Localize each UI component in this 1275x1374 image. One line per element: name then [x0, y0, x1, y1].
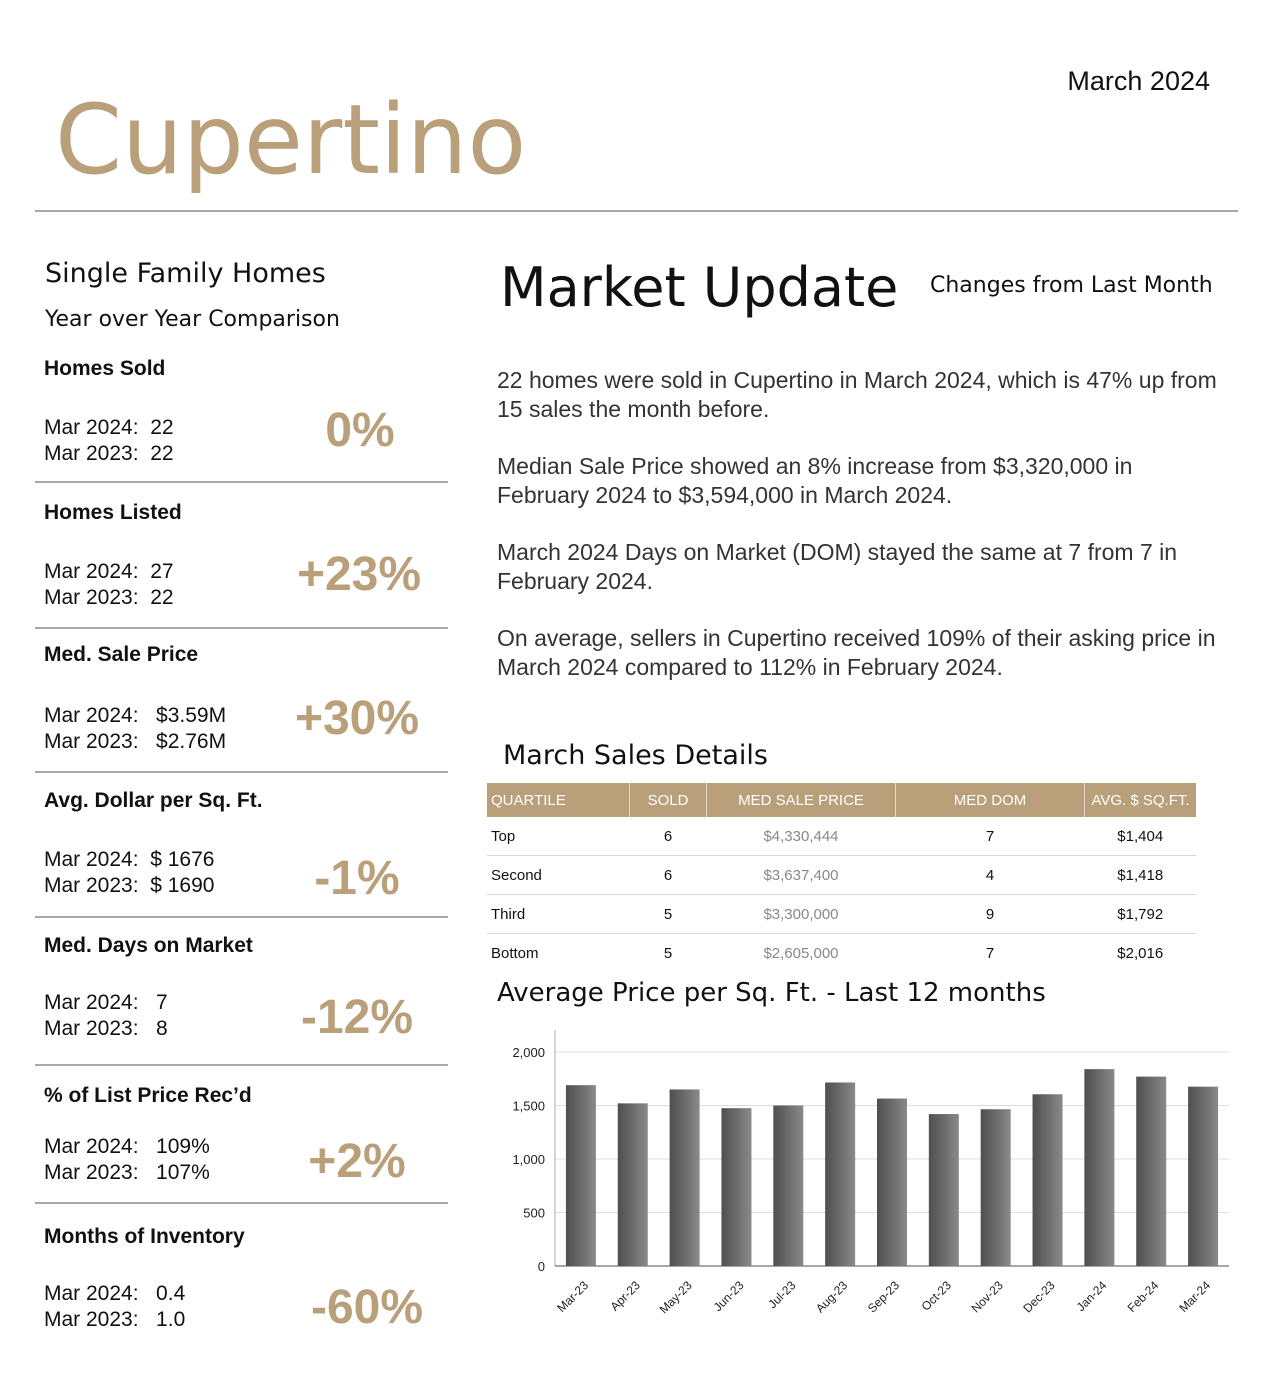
bar-oct-23 [929, 1114, 959, 1266]
x-tick-label: Dec-23 [1020, 1278, 1058, 1316]
cell-med-dom: 7 [896, 817, 1085, 856]
x-tick-label: Mar-23 [554, 1278, 592, 1316]
bar-jun-23 [721, 1108, 751, 1266]
metric-divider [35, 627, 448, 629]
column-header: QUARTILE [487, 783, 630, 817]
cell-sold: 5 [663, 944, 673, 962]
x-tick-label: May-23 [656, 1278, 695, 1317]
bar-apr-23 [618, 1103, 648, 1266]
metric-divider [35, 1202, 448, 1204]
y-tick-label: 1,500 [512, 1098, 545, 1114]
cell-med-sale-price: $2,605,000 [763, 944, 839, 962]
metric-title: Homes Listed [44, 501, 182, 524]
y-tick-label: 2,000 [512, 1045, 545, 1060]
metric-current: Mar 2024: 0.4 [44, 1282, 186, 1305]
metric-change: +30% [294, 692, 420, 745]
bar-mar-24 [1188, 1087, 1218, 1266]
column-header: MED SALE PRICE [707, 783, 896, 817]
market-update-title: Market Update [500, 256, 899, 319]
cell-sold: 6 [630, 817, 707, 856]
cell-avg-sqft: $2,016 [1117, 944, 1164, 962]
metric-title: Avg. Dollar per Sq. Ft. [44, 789, 263, 812]
bar-nov-23 [981, 1109, 1011, 1266]
bar-jan-24 [1084, 1069, 1114, 1266]
summary-paragraph: 22 homes were sold in Cupertino in March 2024, which is 47% up from 15 sales the month before. [497, 367, 1217, 422]
column-header: AVG. $ SQ.FT. [1085, 783, 1197, 817]
left-heading: Single Family Homes [45, 258, 326, 289]
bar-sep-23 [877, 1099, 907, 1266]
chart-title: Average Price per Sq. Ft. - Last 12 months [497, 978, 1046, 1008]
cell-avg-sqft: $1,792 [1085, 895, 1197, 934]
metric-previous: Mar 2023: 1.0 [44, 1308, 186, 1331]
metric-change: 0% [325, 404, 395, 457]
metric-divider [35, 481, 448, 483]
table-row [487, 934, 1196, 973]
x-tick-label: Feb-24 [1124, 1278, 1162, 1316]
y-tick-label: 0 [537, 1259, 545, 1274]
metric-current: Mar 2024: 7 [44, 991, 168, 1014]
sales-details-table [487, 783, 1196, 972]
metric-title: Med. Sale Price [44, 643, 199, 666]
cell-quartile: Top [487, 817, 630, 856]
metric-current: Mar 2024: 109% [44, 1135, 210, 1158]
metric-current: Mar 2024: $ 1676 [44, 848, 215, 871]
metric-previous: Mar 2023: 8 [44, 1017, 168, 1040]
y-tick-label: 500 [523, 1205, 545, 1221]
metric-title: % of List Price Rec’d [44, 1084, 252, 1107]
price-per-sqft-chart [487, 1020, 1247, 1350]
cell-quartile: Second [487, 856, 630, 895]
cell-quartile: Third [487, 895, 630, 934]
cell-sold: 5 [630, 895, 707, 934]
x-tick-label: Sep-23 [864, 1278, 903, 1316]
x-tick-label: Nov-23 [968, 1278, 1006, 1316]
cell-med-sale-price: $4,330,444 [707, 817, 896, 856]
cell-med-dom: 9 [896, 895, 1085, 934]
changes-subtitle: Changes from Last Month [930, 273, 1213, 298]
x-tick-label: Mar-24 [1176, 1278, 1214, 1316]
summary-paragraph: Median Sale Price showed an 8% increase from $3,320,000 in February 2024 to $3,594,000 in March 2024. [497, 453, 1133, 508]
metric-previous: Mar 2023: 22 [44, 442, 174, 465]
city-title: Cupertino [55, 84, 527, 196]
cell-med-sale-price: $3,300,000 [707, 895, 896, 934]
metric-change: +23% [296, 548, 422, 601]
bar-jul-23 [773, 1106, 803, 1267]
summary-paragraph: March 2024 Days on Market (DOM) stayed the same at 7 from 7 in February 2024. [497, 539, 1178, 594]
cell-sold: 6 [630, 856, 707, 895]
x-tick-label: Apr-23 [607, 1278, 643, 1314]
cell-med-dom: 4 [896, 856, 1085, 895]
x-tick-label: Jul-23 [765, 1278, 799, 1312]
table-row [487, 895, 1196, 934]
table-row [487, 856, 1196, 895]
x-tick-label: Jan-24 [1073, 1278, 1110, 1315]
cell-avg-sqft: $1,404 [1085, 817, 1197, 856]
cell-avg-sqft: $1,418 [1085, 856, 1197, 895]
table-header-row [487, 783, 1196, 817]
left-subheading: Year over Year Comparison [45, 307, 340, 332]
metric-change: -60% [310, 1281, 424, 1334]
x-tick-label: Jun-23 [710, 1278, 747, 1315]
table-row [487, 817, 1196, 856]
metric-change: -12% [300, 991, 414, 1044]
column-header: SOLD [630, 783, 707, 817]
bar-dec-23 [1033, 1094, 1063, 1266]
sales-details-title: March Sales Details [503, 740, 768, 771]
x-tick-label: Oct-23 [918, 1278, 954, 1314]
metric-current: Mar 2024: $3.59M [44, 704, 227, 727]
summary-paragraph: On average, sellers in Cupertino received 109% of their asking price in March 2024 compared to 112% in February 2024. [497, 625, 1216, 680]
cell-med-dom: 7 [985, 944, 995, 962]
metric-divider [35, 1064, 448, 1066]
metric-current: Mar 2024: 22 [44, 416, 174, 439]
metric-change: -1% [314, 852, 400, 905]
metric-title: Med. Days on Market [44, 934, 253, 957]
bar-mar-23 [566, 1085, 596, 1266]
report-date: March 2024 [1067, 66, 1210, 96]
cell-quartile: Bottom [491, 944, 539, 962]
y-tick-label: 1,000 [512, 1152, 545, 1167]
cell-med-sale-price: $3,637,400 [707, 856, 896, 895]
metric-title: Homes Sold [44, 357, 166, 380]
metric-current: Mar 2024: 27 [44, 560, 174, 583]
column-header: MED DOM [896, 783, 1085, 817]
bar-may-23 [670, 1089, 700, 1266]
metric-previous: Mar 2023: 22 [44, 586, 174, 609]
metric-title: Months of Inventory [44, 1225, 245, 1248]
bar-feb-24 [1136, 1077, 1166, 1266]
metric-divider [35, 771, 448, 773]
x-tick-label: Aug-23 [813, 1278, 851, 1316]
metric-previous: Mar 2023: $ 1690 [44, 874, 215, 897]
metric-change: +2% [308, 1135, 406, 1188]
header-divider [35, 210, 1238, 212]
metric-previous: Mar 2023: 107% [44, 1161, 210, 1184]
metric-divider [35, 916, 448, 918]
bar-aug-23 [825, 1082, 855, 1266]
metric-previous: Mar 2023: $2.76M [44, 730, 227, 753]
